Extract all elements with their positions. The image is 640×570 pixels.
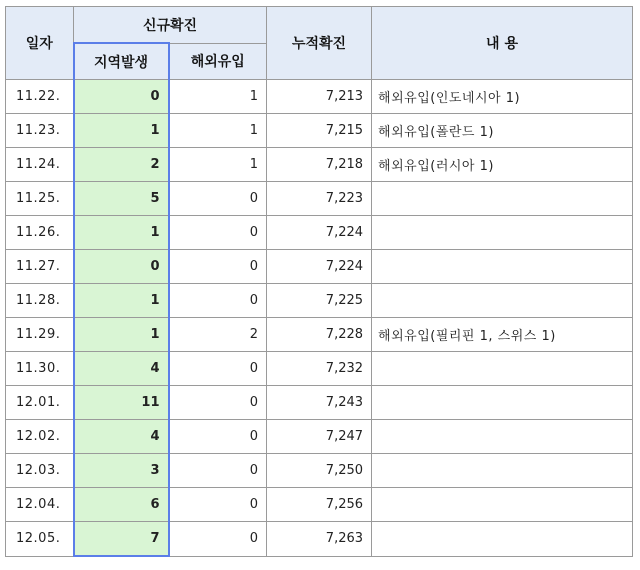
details-cell (372, 250, 633, 284)
cumulative-cell: 7,232 (267, 352, 372, 386)
details-cell (372, 420, 633, 454)
imported-cases-cell: 1 (169, 114, 267, 148)
local-cases-cell: 7 (74, 522, 169, 557)
cumulative-cell: 7,225 (267, 284, 372, 318)
table-row (6, 250, 633, 284)
local-cases-cell: 4 (74, 352, 169, 386)
details-cell (372, 182, 633, 216)
cumulative-cell: 7,213 (267, 80, 372, 114)
table-row (6, 182, 633, 216)
date-cell: 11.28. (6, 284, 74, 318)
table-row (6, 522, 633, 557)
imported-cases-cell: 0 (169, 182, 267, 216)
local-cases-cell: 4 (74, 420, 169, 454)
imported-cases-cell: 0 (169, 216, 267, 250)
cumulative-cell: 7,215 (267, 114, 372, 148)
local-cases-cell: 0 (74, 250, 169, 284)
table-row (6, 352, 633, 386)
date-cell: 12.04. (6, 488, 74, 522)
local-cases-cell: 1 (74, 318, 169, 352)
imported-cases-cell: 0 (169, 250, 267, 284)
details-cell (372, 386, 633, 420)
imported-cases-cell: 1 (169, 80, 267, 114)
date-cell: 11.26. (6, 216, 74, 250)
cumulative-cell: 7,250 (267, 454, 372, 488)
date-cell: 12.01. (6, 386, 74, 420)
details-cell: 해외유입(필리핀 1, 스위스 1) (372, 318, 633, 352)
cumulative-cell: 7,263 (267, 522, 372, 557)
details-cell: 해외유입(인도네시아 1) (372, 80, 633, 114)
table-row (6, 216, 633, 250)
details-cell (372, 454, 633, 488)
cumulative-cell: 7,223 (267, 182, 372, 216)
header-new-confirmed: 신규확진 (74, 7, 267, 44)
table-row (6, 386, 633, 420)
cumulative-cell: 7,228 (267, 318, 372, 352)
details-cell (372, 284, 633, 318)
date-cell: 12.03. (6, 454, 74, 488)
table-row (6, 114, 633, 148)
imported-cases-cell: 0 (169, 284, 267, 318)
table-row (6, 318, 633, 352)
date-cell: 11.24. (6, 148, 74, 182)
date-cell: 11.30. (6, 352, 74, 386)
imported-cases-cell: 2 (169, 318, 267, 352)
date-cell: 12.02. (6, 420, 74, 454)
header-date: 일자 (6, 7, 74, 80)
header-details: 내 용 (372, 7, 633, 80)
local-cases-cell: 1 (74, 284, 169, 318)
details-cell (372, 522, 633, 557)
imported-cases-cell: 0 (169, 522, 267, 557)
imported-cases-cell: 1 (169, 148, 267, 182)
cumulative-cell: 7,256 (267, 488, 372, 522)
details-cell (372, 216, 633, 250)
local-cases-cell: 5 (74, 182, 169, 216)
details-cell (372, 488, 633, 522)
date-cell: 11.25. (6, 182, 74, 216)
details-cell (372, 352, 633, 386)
table-row (6, 80, 633, 114)
cumulative-cell: 7,247 (267, 420, 372, 454)
local-cases-cell: 1 (74, 216, 169, 250)
imported-cases-cell: 0 (169, 488, 267, 522)
date-cell: 11.23. (6, 114, 74, 148)
table-row (6, 420, 633, 454)
table-row (6, 454, 633, 488)
date-cell: 11.27. (6, 250, 74, 284)
cumulative-cell: 7,243 (267, 386, 372, 420)
imported-cases-cell: 0 (169, 454, 267, 488)
cases-table (5, 6, 633, 557)
imported-cases-cell: 0 (169, 386, 267, 420)
header-imported: 해외유입 (169, 43, 267, 80)
table-body (6, 80, 633, 557)
table-row (6, 148, 633, 182)
header-local: 지역발생 (74, 43, 169, 80)
cumulative-cell: 7,224 (267, 216, 372, 250)
imported-cases-cell: 0 (169, 352, 267, 386)
local-cases-cell: 11 (74, 386, 169, 420)
cumulative-cell: 7,224 (267, 250, 372, 284)
date-cell: 11.22. (6, 80, 74, 114)
local-cases-cell: 3 (74, 454, 169, 488)
details-cell: 해외유입(러시아 1) (372, 148, 633, 182)
date-cell: 12.05. (6, 522, 74, 557)
local-cases-cell: 1 (74, 114, 169, 148)
table-row (6, 488, 633, 522)
local-cases-cell: 6 (74, 488, 169, 522)
imported-cases-cell: 0 (169, 420, 267, 454)
date-cell: 11.29. (6, 318, 74, 352)
cumulative-cell: 7,218 (267, 148, 372, 182)
local-cases-cell: 0 (74, 80, 169, 114)
local-cases-cell: 2 (74, 148, 169, 182)
table-row (6, 284, 633, 318)
header-cumulative: 누적확진 (267, 7, 372, 80)
details-cell: 해외유입(폴란드 1) (372, 114, 633, 148)
